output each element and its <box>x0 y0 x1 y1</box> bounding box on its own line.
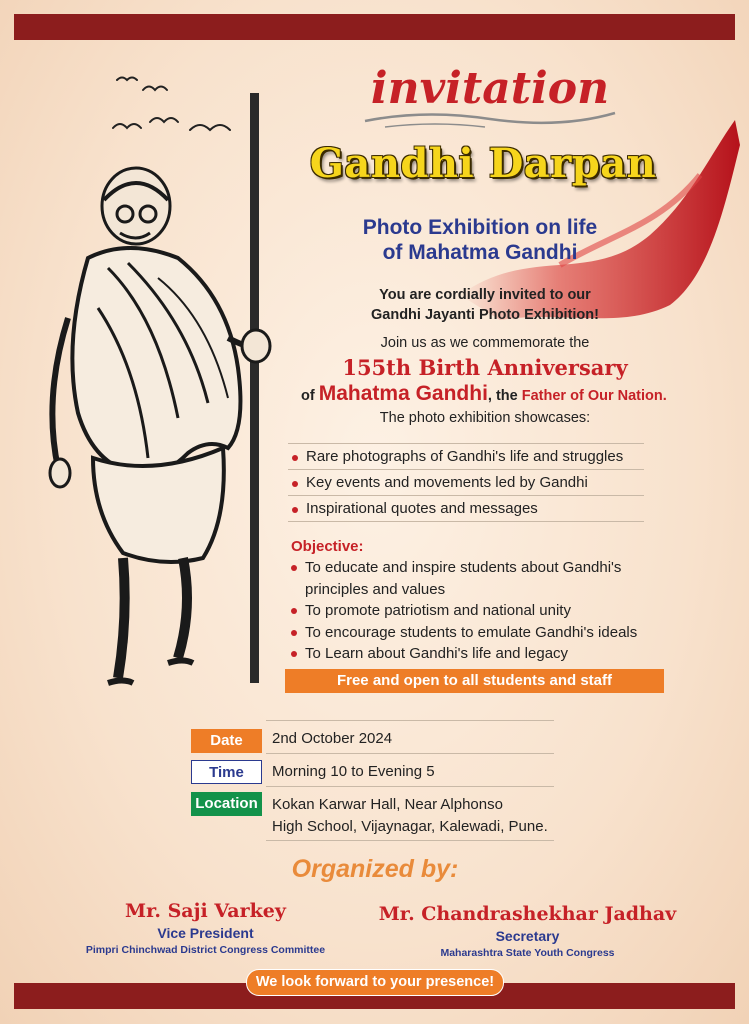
objective-title: Objective: <box>291 538 364 555</box>
list-item: To encourage students to emulate Gandhi's ideals <box>291 622 671 644</box>
list-item: To educate and inspire students about Gandhi's principles and values <box>291 557 671 600</box>
list-item: To Learn about Gandhi's life and legacy <box>291 643 671 665</box>
subtitle-line-2: of Mahatma Gandhi <box>382 241 578 264</box>
closing-message: We look forward to your presence! <box>246 969 504 996</box>
location-value <box>272 794 548 838</box>
objective-list <box>291 557 671 665</box>
father-of-nation: Father of Our Nation. <box>521 388 667 404</box>
time-value: Morning 10 to Evening 5 <box>272 763 435 780</box>
time-label: Time <box>191 760 262 784</box>
invite-text <box>285 285 685 325</box>
top-border-band <box>14 14 735 40</box>
divider <box>266 786 554 787</box>
location-line-1: Kokan Karwar Hall, Near Alphonso <box>272 796 503 813</box>
list-item: Rare photographs of Gandhi's life and struggles <box>288 443 644 470</box>
list-item: To promote patriotism and national unity <box>291 600 671 622</box>
anniversary-heading: 155th Birth Anniversary <box>342 355 628 380</box>
organizer-org: Pimpri Chinchwad District Congress Committee <box>85 944 326 956</box>
organized-by-heading: Organized by: <box>291 855 459 883</box>
gandhi-name: Mahatma Gandhi <box>318 382 488 405</box>
invite-line-1: You are cordially invited to our <box>379 287 591 303</box>
divider <box>266 753 554 754</box>
organizer-name: Mr. Chandrashekhar Jadhav <box>378 903 677 925</box>
date-value: 2nd October 2024 <box>272 730 393 747</box>
of-word: of <box>301 388 315 404</box>
organizer-role: Secretary <box>495 928 560 944</box>
showcase-intro: The photo exhibition showcases: <box>379 410 591 426</box>
invitation-word: invitation <box>370 63 610 114</box>
subtitle-line-1: Photo Exhibition on life <box>362 216 598 239</box>
free-entry-banner: Free and open to all students and staff <box>285 669 664 693</box>
commemorate-text: Join us as we commemorate the <box>380 335 590 351</box>
the-word: , the <box>487 388 518 404</box>
subtitle <box>320 215 640 265</box>
list-item: Key events and movements led by Gandhi <box>288 470 644 496</box>
showcase-list <box>288 443 644 522</box>
list-item: Inspirational quotes and messages <box>288 496 644 522</box>
page-title: Gandhi Darpan <box>309 140 657 187</box>
organizer-role: Vice President <box>157 925 254 941</box>
location-line-2: High School, Vijaynagar, Kalewadi, Pune. <box>272 818 548 835</box>
organizer-2 <box>360 903 695 959</box>
gandhi-line <box>285 382 705 406</box>
invite-line-2: Gandhi Jayanti Photo Exhibition! <box>371 307 599 323</box>
divider <box>266 840 554 841</box>
location-label: Location <box>191 792 262 816</box>
organizer-1 <box>78 900 333 956</box>
invitation-script <box>355 55 625 135</box>
gandhi-illustration <box>28 88 288 698</box>
organizer-org: Maharashtra State Youth Congress <box>440 947 615 959</box>
divider <box>266 720 554 721</box>
date-label: Date <box>191 729 262 753</box>
organizer-name: Mr. Saji Varkey <box>125 900 286 922</box>
